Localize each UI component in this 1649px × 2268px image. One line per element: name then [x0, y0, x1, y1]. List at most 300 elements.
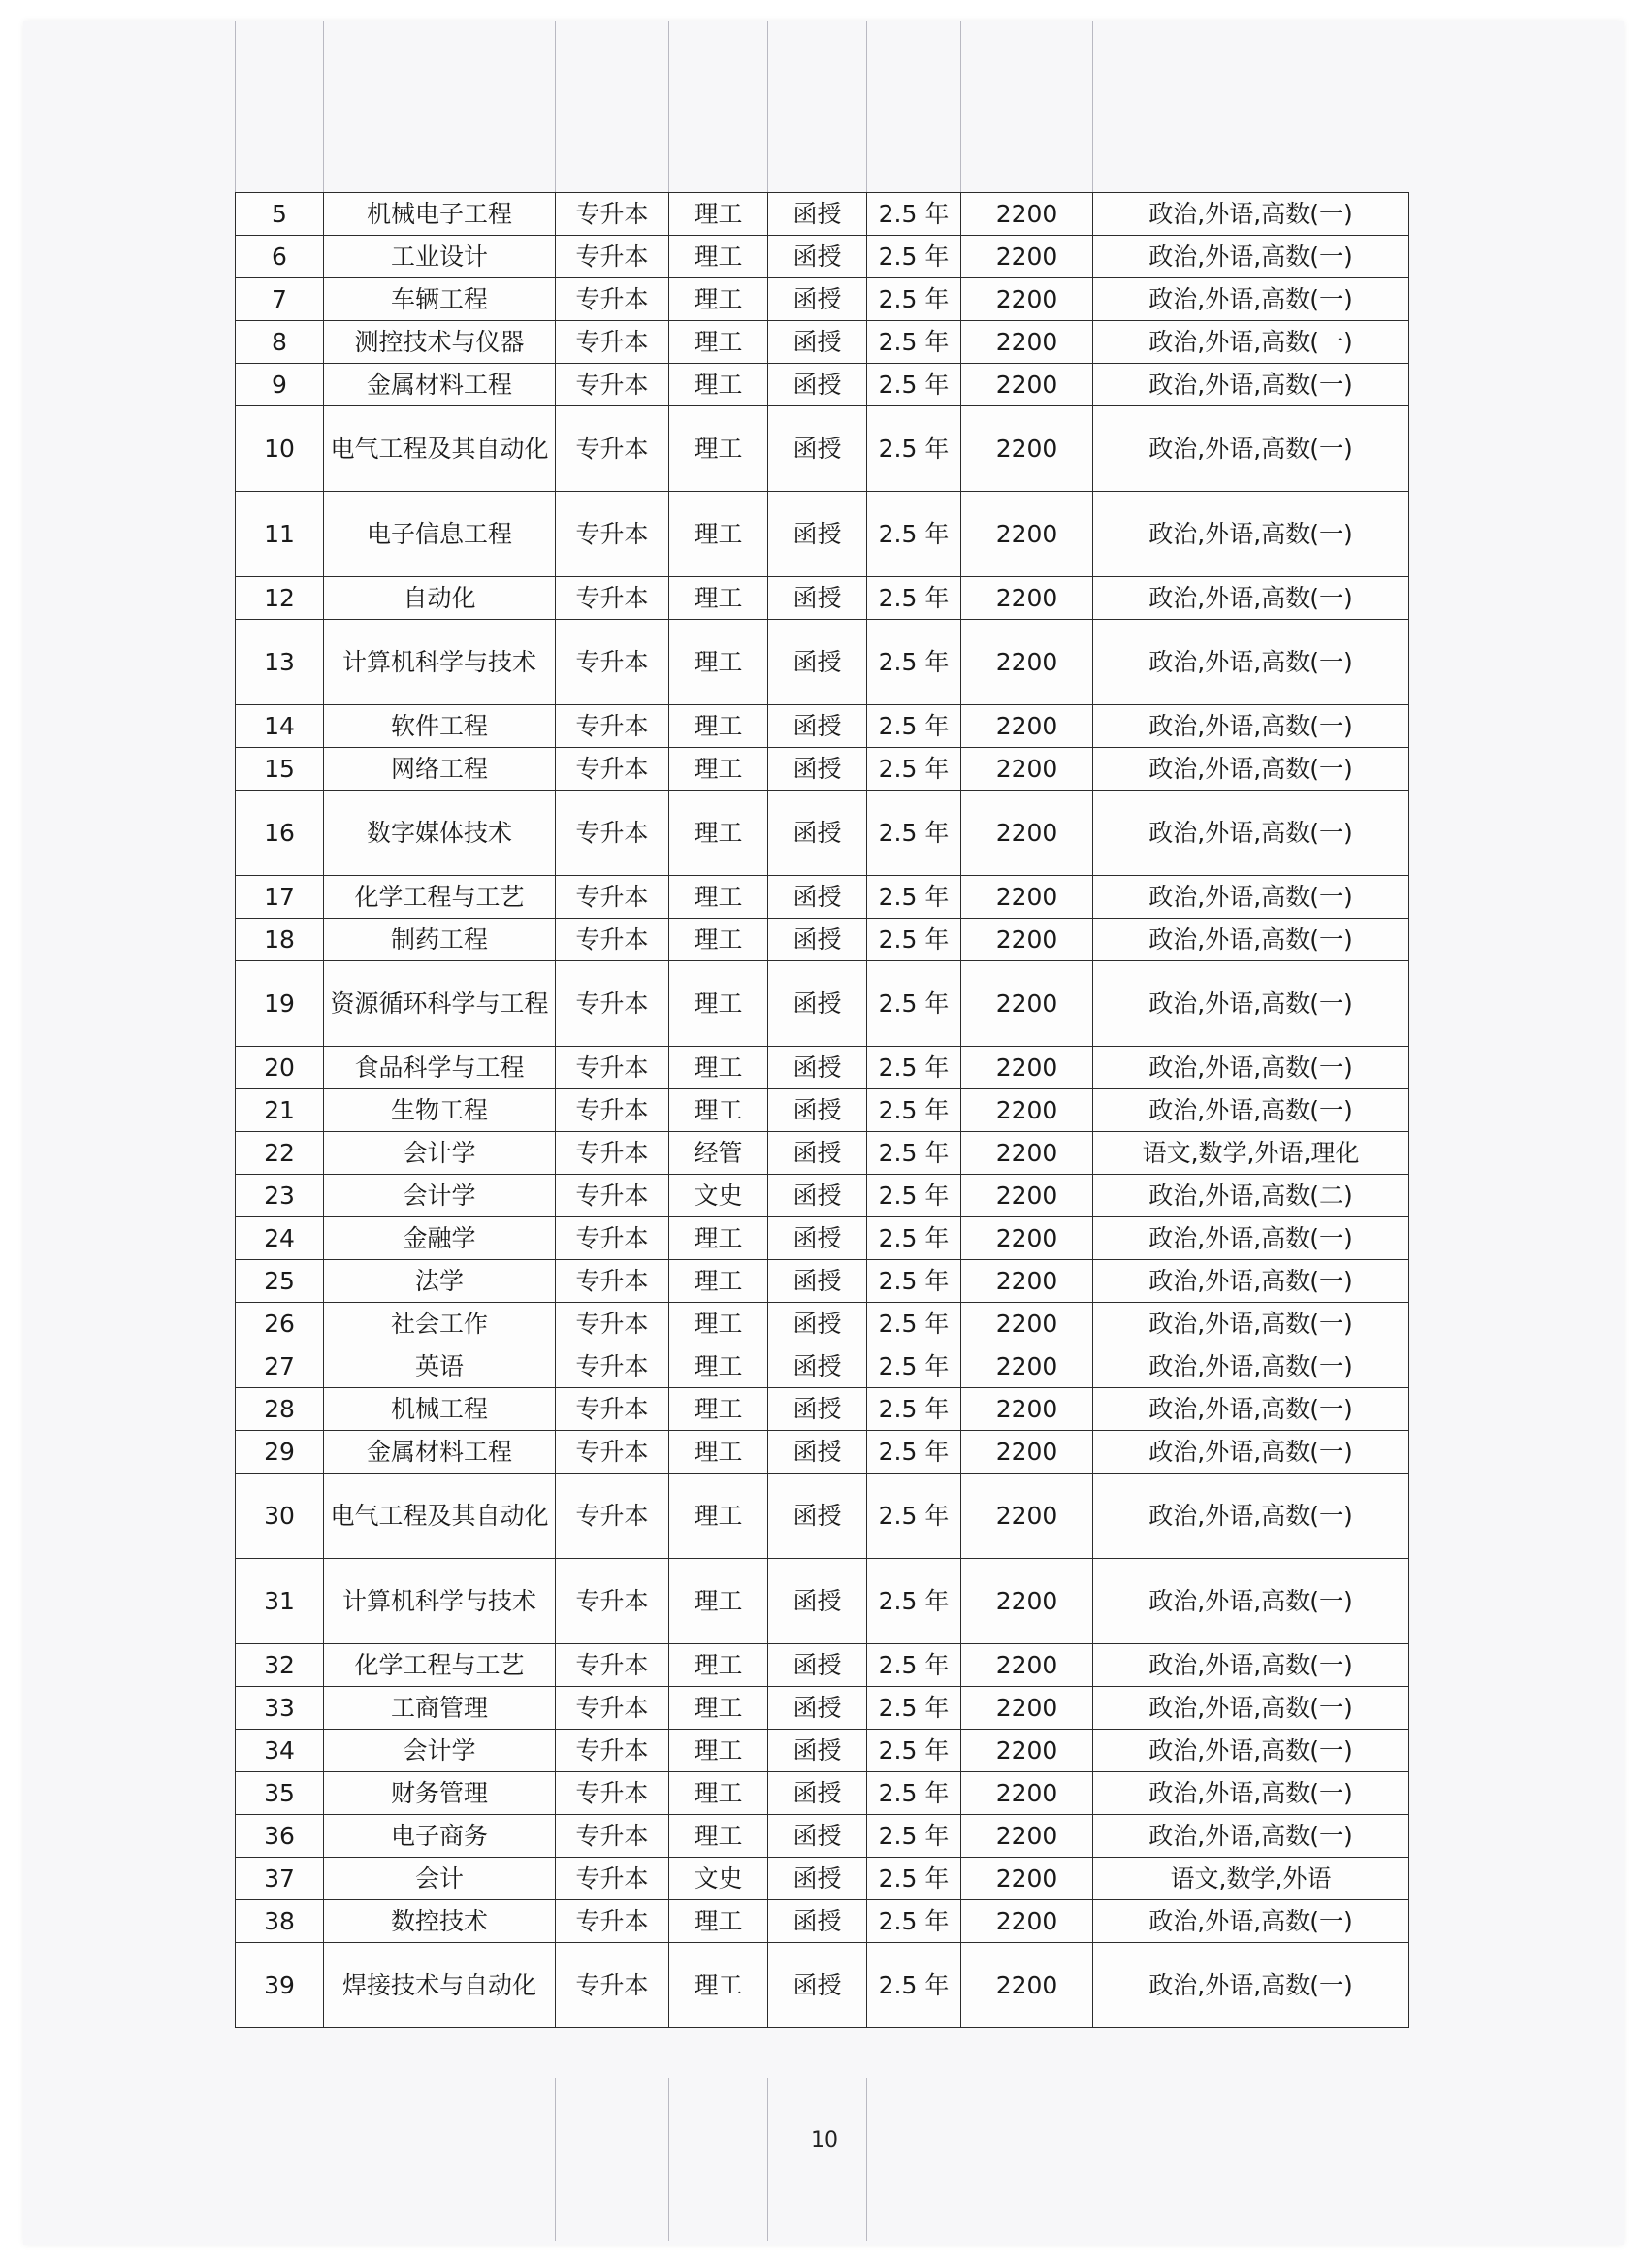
row-number-cell: 32 — [236, 1644, 324, 1687]
duration-cell: 2.5 年 — [867, 919, 961, 961]
category-cell: 理工 — [669, 278, 768, 321]
category-cell: 理工 — [669, 1303, 768, 1345]
level-cell: 专升本 — [556, 1388, 669, 1431]
duration-cell: 2.5 年 — [867, 577, 961, 620]
exam-subjects-cell: 政治,外语,高数(一) — [1093, 620, 1409, 705]
category-cell: 理工 — [669, 193, 768, 236]
show-through-line — [866, 2078, 867, 2241]
fee-cell: 2200 — [961, 1943, 1093, 2028]
row-number-cell: 14 — [236, 705, 324, 748]
duration-cell: 2.5 年 — [867, 876, 961, 919]
category-cell: 理工 — [669, 1644, 768, 1687]
major-cell: 数字媒体技术 — [324, 791, 556, 876]
study-form-cell: 函授 — [768, 1047, 867, 1089]
duration-cell: 2.5 年 — [867, 321, 961, 364]
level-cell: 专升本 — [556, 1175, 669, 1217]
exam-subjects-cell: 政治,外语,高数(一) — [1093, 577, 1409, 620]
major-cell: 会计 — [324, 1858, 556, 1900]
level-cell: 专升本 — [556, 1089, 669, 1132]
row-number-cell: 10 — [236, 406, 324, 492]
table-row — [236, 1730, 1409, 1772]
row-number-cell: 27 — [236, 1345, 324, 1388]
major-cell: 电气工程及其自动化 — [324, 406, 556, 492]
major-cell: 金属材料工程 — [324, 1431, 556, 1474]
exam-subjects-cell: 政治,外语,高数(一) — [1093, 1260, 1409, 1303]
row-number-cell: 36 — [236, 1815, 324, 1858]
study-form-cell: 函授 — [768, 1431, 867, 1474]
row-number-cell: 38 — [236, 1900, 324, 1943]
exam-subjects-cell: 政治,外语,高数(一) — [1093, 1687, 1409, 1730]
exam-subjects-cell: 政治,外语,高数(一) — [1093, 278, 1409, 321]
table-row — [236, 1559, 1409, 1644]
level-cell: 专升本 — [556, 1345, 669, 1388]
table-row — [236, 1772, 1409, 1815]
major-cell: 计算机科学与技术 — [324, 1559, 556, 1644]
exam-subjects-cell: 政治,外语,高数(一) — [1093, 364, 1409, 406]
duration-cell: 2.5 年 — [867, 406, 961, 492]
study-form-cell: 函授 — [768, 406, 867, 492]
duration-cell: 2.5 年 — [867, 1089, 961, 1132]
table-row — [236, 193, 1409, 236]
level-cell: 专升本 — [556, 748, 669, 791]
duration-cell: 2.5 年 — [867, 1303, 961, 1345]
table-row — [236, 1644, 1409, 1687]
table-row — [236, 1345, 1409, 1388]
row-number-cell: 21 — [236, 1089, 324, 1132]
exam-subjects-cell: 政治,外语,高数(一) — [1093, 1345, 1409, 1388]
row-number-cell: 22 — [236, 1132, 324, 1175]
duration-cell: 2.5 年 — [867, 1900, 961, 1943]
category-cell: 理工 — [669, 1943, 768, 2028]
level-cell: 专升本 — [556, 1772, 669, 1815]
fee-cell: 2200 — [961, 1047, 1093, 1089]
level-cell: 专升本 — [556, 1730, 669, 1772]
table-row — [236, 1815, 1409, 1858]
category-cell: 理工 — [669, 1431, 768, 1474]
study-form-cell: 函授 — [768, 791, 867, 876]
exam-subjects-cell: 政治,外语,高数(一) — [1093, 1047, 1409, 1089]
show-through-line — [866, 21, 867, 192]
category-cell: 文史 — [669, 1175, 768, 1217]
exam-subjects-cell: 政治,外语,高数(一) — [1093, 1303, 1409, 1345]
major-cell: 电气工程及其自动化 — [324, 1474, 556, 1559]
study-form-cell: 函授 — [768, 321, 867, 364]
major-cell: 网络工程 — [324, 748, 556, 791]
table-row — [236, 1303, 1409, 1345]
table-row — [236, 1047, 1409, 1089]
duration-cell: 2.5 年 — [867, 1858, 961, 1900]
major-cell: 焊接技术与自动化 — [324, 1943, 556, 2028]
row-number-cell: 16 — [236, 791, 324, 876]
level-cell: 专升本 — [556, 1900, 669, 1943]
fee-cell: 2200 — [961, 492, 1093, 577]
exam-subjects-cell: 政治,外语,高数(一) — [1093, 1388, 1409, 1431]
fee-cell: 2200 — [961, 1388, 1093, 1431]
duration-cell: 2.5 年 — [867, 1943, 961, 2028]
level-cell: 专升本 — [556, 1132, 669, 1175]
major-cell: 社会工作 — [324, 1303, 556, 1345]
level-cell: 专升本 — [556, 791, 669, 876]
category-cell: 理工 — [669, 1474, 768, 1559]
major-cell: 食品科学与工程 — [324, 1047, 556, 1089]
category-cell: 理工 — [669, 364, 768, 406]
row-number-cell: 7 — [236, 278, 324, 321]
fee-cell: 2200 — [961, 1644, 1093, 1687]
study-form-cell: 函授 — [768, 364, 867, 406]
row-number-cell: 13 — [236, 620, 324, 705]
row-number-cell: 8 — [236, 321, 324, 364]
exam-subjects-cell: 政治,外语,高数(一) — [1093, 1772, 1409, 1815]
show-through-line — [767, 2078, 768, 2241]
level-cell: 专升本 — [556, 1431, 669, 1474]
fee-cell: 2200 — [961, 1858, 1093, 1900]
level-cell: 专升本 — [556, 1474, 669, 1559]
major-cell: 机械工程 — [324, 1388, 556, 1431]
study-form-cell: 函授 — [768, 1474, 867, 1559]
category-cell: 理工 — [669, 1388, 768, 1431]
exam-subjects-cell: 政治,外语,高数(一) — [1093, 1815, 1409, 1858]
major-cell: 自动化 — [324, 577, 556, 620]
level-cell: 专升本 — [556, 1047, 669, 1089]
fee-cell: 2200 — [961, 1089, 1093, 1132]
category-cell: 理工 — [669, 791, 768, 876]
fee-cell: 2200 — [961, 705, 1093, 748]
level-cell: 专升本 — [556, 919, 669, 961]
row-number-cell: 29 — [236, 1431, 324, 1474]
table-row — [236, 321, 1409, 364]
fee-cell: 2200 — [961, 236, 1093, 278]
fee-cell: 2200 — [961, 1474, 1093, 1559]
fee-cell: 2200 — [961, 1772, 1093, 1815]
study-form-cell: 函授 — [768, 1260, 867, 1303]
exam-subjects-cell: 政治,外语,高数(一) — [1093, 705, 1409, 748]
category-cell: 理工 — [669, 1815, 768, 1858]
exam-subjects-cell: 政治,外语,高数(一) — [1093, 791, 1409, 876]
row-number-cell: 28 — [236, 1388, 324, 1431]
major-cell: 测控技术与仪器 — [324, 321, 556, 364]
exam-subjects-cell: 政治,外语,高数(一) — [1093, 748, 1409, 791]
exam-subjects-cell: 政治,外语,高数(一) — [1093, 1730, 1409, 1772]
category-cell: 理工 — [669, 406, 768, 492]
table-row — [236, 236, 1409, 278]
duration-cell: 2.5 年 — [867, 748, 961, 791]
duration-cell: 2.5 年 — [867, 1559, 961, 1644]
table-row — [236, 1900, 1409, 1943]
table-row — [236, 705, 1409, 748]
level-cell: 专升本 — [556, 1858, 669, 1900]
exam-subjects-cell: 政治,外语,高数(一) — [1093, 1943, 1409, 2028]
table-row — [236, 748, 1409, 791]
fee-cell: 2200 — [961, 1687, 1093, 1730]
fee-cell: 2200 — [961, 1559, 1093, 1644]
table-row — [236, 406, 1409, 492]
exam-subjects-cell: 政治,外语,高数(一) — [1093, 236, 1409, 278]
fee-cell: 2200 — [961, 1345, 1093, 1388]
table-row — [236, 620, 1409, 705]
level-cell: 专升本 — [556, 1943, 669, 2028]
row-number-cell: 11 — [236, 492, 324, 577]
study-form-cell: 函授 — [768, 1345, 867, 1388]
table-row — [236, 1217, 1409, 1260]
study-form-cell: 函授 — [768, 1943, 867, 2028]
exam-subjects-cell: 政治,外语,高数(一) — [1093, 1474, 1409, 1559]
major-cell: 法学 — [324, 1260, 556, 1303]
level-cell: 专升本 — [556, 1303, 669, 1345]
table-row — [236, 1858, 1409, 1900]
duration-cell: 2.5 年 — [867, 1772, 961, 1815]
row-number-cell: 31 — [236, 1559, 324, 1644]
category-cell: 理工 — [669, 1047, 768, 1089]
category-cell: 理工 — [669, 1730, 768, 1772]
level-cell: 专升本 — [556, 1687, 669, 1730]
row-number-cell: 17 — [236, 876, 324, 919]
study-form-cell: 函授 — [768, 876, 867, 919]
duration-cell: 2.5 年 — [867, 620, 961, 705]
show-through-line — [555, 21, 556, 192]
major-cell: 制药工程 — [324, 919, 556, 961]
category-cell: 理工 — [669, 1772, 768, 1815]
exam-subjects-cell: 政治,外语,高数(一) — [1093, 1431, 1409, 1474]
fee-cell: 2200 — [961, 1900, 1093, 1943]
row-number-cell: 24 — [236, 1217, 324, 1260]
row-number-cell: 34 — [236, 1730, 324, 1772]
row-number-cell: 12 — [236, 577, 324, 620]
row-number-cell: 39 — [236, 1943, 324, 2028]
study-form-cell: 函授 — [768, 705, 867, 748]
study-form-cell: 函授 — [768, 1687, 867, 1730]
duration-cell: 2.5 年 — [867, 1431, 961, 1474]
duration-cell: 2.5 年 — [867, 236, 961, 278]
exam-subjects-cell: 政治,外语,高数(一) — [1093, 876, 1409, 919]
category-cell: 理工 — [669, 705, 768, 748]
duration-cell: 2.5 年 — [867, 1474, 961, 1559]
table-row — [236, 492, 1409, 577]
row-number-cell: 9 — [236, 364, 324, 406]
category-cell: 理工 — [669, 577, 768, 620]
table-row — [236, 1175, 1409, 1217]
study-form-cell: 函授 — [768, 1900, 867, 1943]
category-cell: 理工 — [669, 1559, 768, 1644]
exam-subjects-cell: 政治,外语,高数(一) — [1093, 961, 1409, 1047]
fee-cell: 2200 — [961, 577, 1093, 620]
level-cell: 专升本 — [556, 705, 669, 748]
show-through-line — [668, 21, 669, 192]
category-cell: 经管 — [669, 1132, 768, 1175]
exam-subjects-cell: 语文,数学,外语 — [1093, 1858, 1409, 1900]
row-number-cell: 30 — [236, 1474, 324, 1559]
major-cell: 机械电子工程 — [324, 193, 556, 236]
table-body — [236, 193, 1409, 2028]
fee-cell: 2200 — [961, 961, 1093, 1047]
row-number-cell: 19 — [236, 961, 324, 1047]
exam-subjects-cell: 政治,外语,高数(一) — [1093, 406, 1409, 492]
study-form-cell: 函授 — [768, 919, 867, 961]
table-row — [236, 791, 1409, 876]
category-cell: 理工 — [669, 321, 768, 364]
category-cell: 理工 — [669, 748, 768, 791]
fee-cell: 2200 — [961, 919, 1093, 961]
study-form-cell: 函授 — [768, 1303, 867, 1345]
exam-subjects-cell: 政治,外语,高数(一) — [1093, 1644, 1409, 1687]
level-cell: 专升本 — [556, 577, 669, 620]
level-cell: 专升本 — [556, 1217, 669, 1260]
study-form-cell: 函授 — [768, 961, 867, 1047]
major-cell: 化学工程与工艺 — [324, 1644, 556, 1687]
exam-subjects-cell: 政治,外语,高数(二) — [1093, 1175, 1409, 1217]
category-cell: 理工 — [669, 620, 768, 705]
page-number: 10 — [811, 2128, 838, 2153]
fee-cell: 2200 — [961, 1260, 1093, 1303]
level-cell: 专升本 — [556, 278, 669, 321]
level-cell: 专升本 — [556, 961, 669, 1047]
show-through-line — [960, 21, 961, 192]
category-cell: 理工 — [669, 1687, 768, 1730]
level-cell: 专升本 — [556, 876, 669, 919]
duration-cell: 2.5 年 — [867, 193, 961, 236]
study-form-cell: 函授 — [768, 278, 867, 321]
study-form-cell: 函授 — [768, 1815, 867, 1858]
table-row — [236, 1132, 1409, 1175]
level-cell: 专升本 — [556, 1644, 669, 1687]
fee-cell: 2200 — [961, 791, 1093, 876]
major-cell: 工业设计 — [324, 236, 556, 278]
study-form-cell: 函授 — [768, 1858, 867, 1900]
duration-cell: 2.5 年 — [867, 278, 961, 321]
level-cell: 专升本 — [556, 193, 669, 236]
table-row — [236, 577, 1409, 620]
fee-cell: 2200 — [961, 1730, 1093, 1772]
study-form-cell: 函授 — [768, 748, 867, 791]
duration-cell: 2.5 年 — [867, 1730, 961, 1772]
category-cell: 理工 — [669, 236, 768, 278]
row-number-cell: 6 — [236, 236, 324, 278]
study-form-cell: 函授 — [768, 193, 867, 236]
level-cell: 专升本 — [556, 406, 669, 492]
exam-subjects-cell: 政治,外语,高数(一) — [1093, 1089, 1409, 1132]
show-through-line — [767, 21, 768, 192]
table-row — [236, 1474, 1409, 1559]
level-cell: 专升本 — [556, 236, 669, 278]
major-cell: 会计学 — [324, 1175, 556, 1217]
duration-cell: 2.5 年 — [867, 1132, 961, 1175]
table-row — [236, 364, 1409, 406]
category-cell: 理工 — [669, 1089, 768, 1132]
major-cell: 资源循环科学与工程 — [324, 961, 556, 1047]
study-form-cell: 函授 — [768, 1175, 867, 1217]
row-number-cell: 37 — [236, 1858, 324, 1900]
major-cell: 电子信息工程 — [324, 492, 556, 577]
table-row — [236, 876, 1409, 919]
level-cell: 专升本 — [556, 364, 669, 406]
exam-subjects-cell: 政治,外语,高数(一) — [1093, 321, 1409, 364]
major-cell: 金融学 — [324, 1217, 556, 1260]
table-row — [236, 961, 1409, 1047]
duration-cell: 2.5 年 — [867, 1217, 961, 1260]
fee-cell: 2200 — [961, 406, 1093, 492]
study-form-cell: 函授 — [768, 1772, 867, 1815]
fee-cell: 2200 — [961, 748, 1093, 791]
major-cell: 工商管理 — [324, 1687, 556, 1730]
table-row — [236, 1431, 1409, 1474]
exam-subjects-cell: 政治,外语,高数(一) — [1093, 1217, 1409, 1260]
category-cell: 理工 — [669, 919, 768, 961]
table-row — [236, 1943, 1409, 2028]
row-number-cell: 5 — [236, 193, 324, 236]
study-form-cell: 函授 — [768, 1644, 867, 1687]
table-row — [236, 919, 1409, 961]
duration-cell: 2.5 年 — [867, 1644, 961, 1687]
fee-cell: 2200 — [961, 1815, 1093, 1858]
level-cell: 专升本 — [556, 1260, 669, 1303]
major-cell: 英语 — [324, 1345, 556, 1388]
fee-cell: 2200 — [961, 364, 1093, 406]
table-row — [236, 1388, 1409, 1431]
show-through-line — [235, 21, 236, 192]
study-form-cell: 函授 — [768, 1217, 867, 1260]
show-through-line — [323, 21, 324, 192]
duration-cell: 2.5 年 — [867, 1815, 961, 1858]
major-cell: 电子商务 — [324, 1815, 556, 1858]
table-row — [236, 278, 1409, 321]
fee-cell: 2200 — [961, 1431, 1093, 1474]
table-row — [236, 1089, 1409, 1132]
fee-cell: 2200 — [961, 620, 1093, 705]
row-number-cell: 15 — [236, 748, 324, 791]
category-cell: 理工 — [669, 1900, 768, 1943]
row-number-cell: 20 — [236, 1047, 324, 1089]
study-form-cell: 函授 — [768, 492, 867, 577]
study-form-cell: 函授 — [768, 577, 867, 620]
duration-cell: 2.5 年 — [867, 791, 961, 876]
duration-cell: 2.5 年 — [867, 364, 961, 406]
fee-cell: 2200 — [961, 278, 1093, 321]
duration-cell: 2.5 年 — [867, 961, 961, 1047]
study-form-cell: 函授 — [768, 1730, 867, 1772]
major-cell: 化学工程与工艺 — [324, 876, 556, 919]
major-cell: 生物工程 — [324, 1089, 556, 1132]
level-cell: 专升本 — [556, 321, 669, 364]
major-cell: 车辆工程 — [324, 278, 556, 321]
level-cell: 专升本 — [556, 492, 669, 577]
study-form-cell: 函授 — [768, 1132, 867, 1175]
duration-cell: 2.5 年 — [867, 1260, 961, 1303]
study-form-cell: 函授 — [768, 620, 867, 705]
fee-cell: 2200 — [961, 1217, 1093, 1260]
category-cell: 理工 — [669, 961, 768, 1047]
category-cell: 理工 — [669, 1345, 768, 1388]
exam-subjects-cell: 政治,外语,高数(一) — [1093, 492, 1409, 577]
fee-cell: 2200 — [961, 1175, 1093, 1217]
fee-cell: 2200 — [961, 1132, 1093, 1175]
exam-subjects-cell: 语文,数学,外语,理化 — [1093, 1132, 1409, 1175]
level-cell: 专升本 — [556, 1815, 669, 1858]
duration-cell: 2.5 年 — [867, 1388, 961, 1431]
row-number-cell: 33 — [236, 1687, 324, 1730]
duration-cell: 2.5 年 — [867, 1687, 961, 1730]
category-cell: 文史 — [669, 1858, 768, 1900]
major-cell: 数控技术 — [324, 1900, 556, 1943]
row-number-cell: 23 — [236, 1175, 324, 1217]
category-cell: 理工 — [669, 1260, 768, 1303]
row-number-cell: 26 — [236, 1303, 324, 1345]
study-form-cell: 函授 — [768, 1559, 867, 1644]
row-number-cell: 25 — [236, 1260, 324, 1303]
show-through-line — [668, 2078, 669, 2241]
show-through-line — [555, 2078, 556, 2241]
admissions-table — [235, 192, 1409, 2028]
row-number-cell: 35 — [236, 1772, 324, 1815]
category-cell: 理工 — [669, 1217, 768, 1260]
